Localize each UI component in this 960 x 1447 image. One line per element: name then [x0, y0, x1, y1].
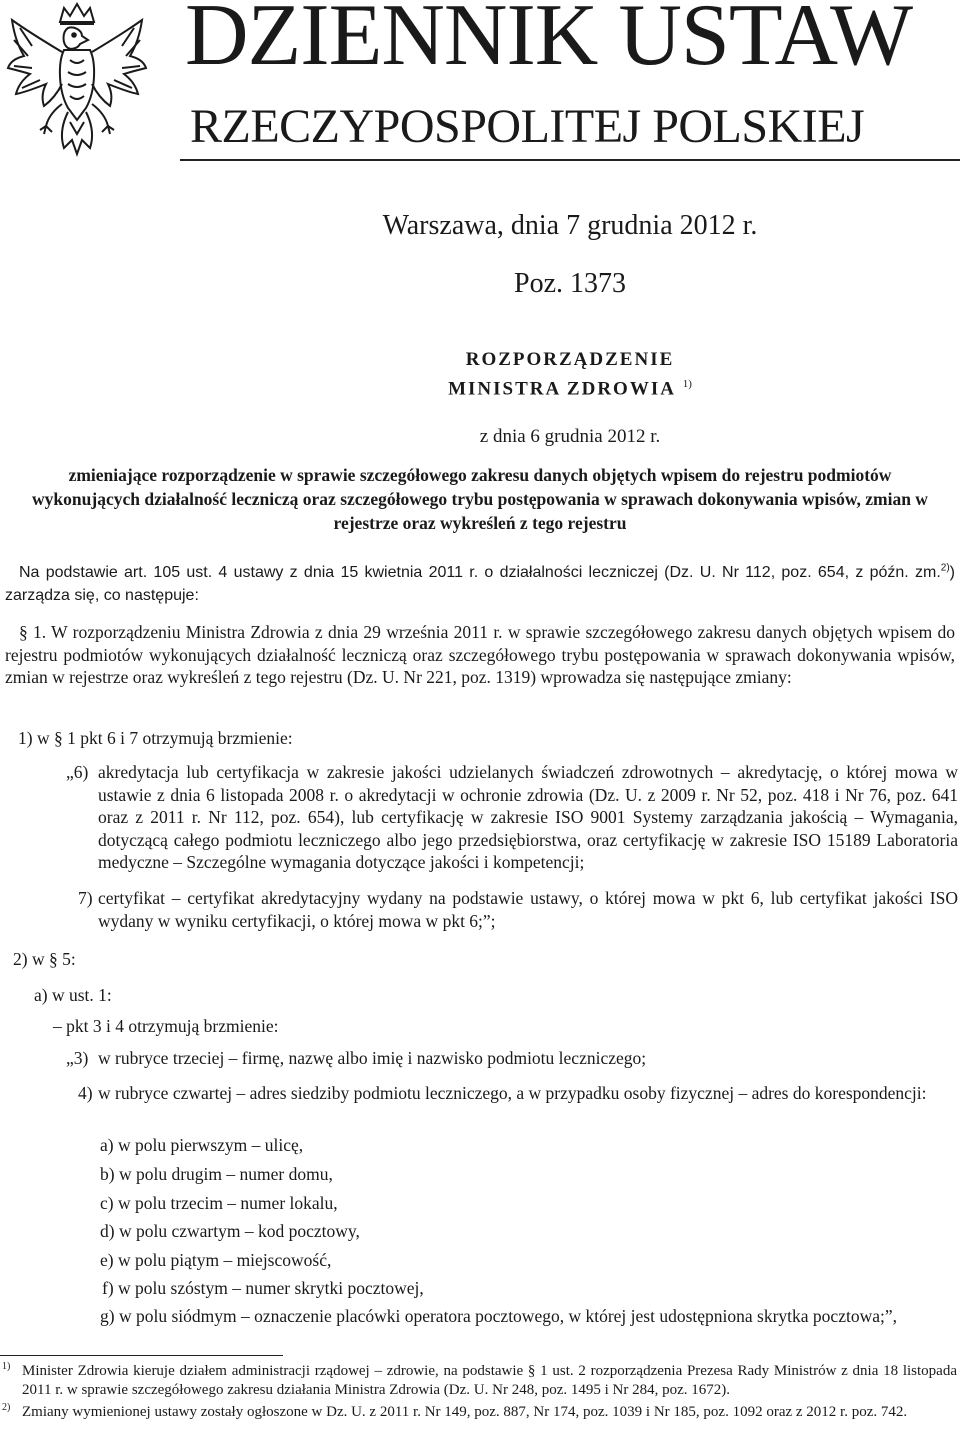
section-1-intro: § 1. W rozporządzeniu Ministra Zdrowia z dnia 29 września 2011 r. w sprawie szczegółowego zakresu danych objętych wpisem do rejestru podmiotów wykonujących działalność leczniczą oraz szczegółowego trybu postępowania w sprawach dokonywania wpisów, zmian w rejestrze oraz wykreśleń z tego rejestru (Dz. U. Nr 221, poz. 1319) wprowadza się następujące zmiany:	[5, 622, 955, 687]
item-2-label: 2) w § 5:	[13, 949, 76, 969]
point-4-number: 4)	[78, 1083, 93, 1103]
point-7-number: 7)	[78, 888, 93, 908]
footnote-ref-1: 1)	[682, 378, 692, 390]
act-issuer	[180, 378, 960, 400]
letter-e: e) w polu piątym – miejscowość,	[100, 1250, 332, 1270]
item-1-label: 1) w § 1 pkt 6 i 7 otrzymują brzmienie:	[18, 728, 293, 748]
point-6-text: akredytacja lub certyfikacja w zakresie jakości udzielanych świadczeń zdrowotnych – akredytację, o której mowa w ustawie z dnia 6 listopada 2008 r. o akredytacji w ochronie zdrowia (Dz. U. z 2009 r. Nr 52, poz. 418 i Nr 76, poz. 641 oraz z 2011 r. Nr 112, poz. 654), lub certyfikację w zakresie ISO 9001 Systemy zarządzania jakością – Wymagania, dotyczącą całego podmiotu leczniczego albo jego przedsiębiorstwa, oraz certyfikację w zakresie ISO 15189 Laboratoria medyczne – Szczególne wymagania dotyczące jakości i kompetencji;	[98, 762, 958, 872]
point-3-number: „3)	[66, 1048, 89, 1068]
letter-d: d) w polu czwartym – kod pocztowy,	[100, 1221, 360, 1241]
masthead-divider	[180, 159, 960, 161]
footnote-divider	[0, 1355, 283, 1356]
act-subject: zmieniające rozporządzenie w sprawie szczegółowego zakresu danych objętych wpisem do rejestru podmiotów wykonujących działalność leczniczą oraz szczegółowego trybu postępowania w sprawach dokonywania wpisów, zmian w rejestrze oraz wykreśleń z tego rejestru	[32, 465, 928, 533]
letter-b: b) w polu drugim – numer domu,	[100, 1164, 333, 1184]
letter-f: f) w polu szóstym – numer skrytki pocztowej,	[102, 1278, 424, 1298]
act-issue-date: z dnia 6 grudnia 2012 r.	[479, 426, 661, 447]
footnote-2-text: Zmiany wymienionej ustawy zostały ogłoszone w Dz. U. z 2011 r. Nr 149, poz. 887, Nr 174, poz. 1039 i Nr 185, poz. 1092 oraz z 2012 r. poz. 742.	[22, 1404, 908, 1420]
act-type: ROZPORZĄDZENIE	[465, 349, 675, 370]
masthead-title: DZIENNIK USTAW	[185, 0, 913, 84]
footnote-1-marker: 1)	[2, 1361, 11, 1372]
point-3-text: w rubryce trzeciej – firmę, nazwę albo imię i nazwisko podmiotu leczniczego;	[98, 1048, 647, 1068]
sub-a-label: a) w ust. 1:	[34, 985, 112, 1005]
act-issuer-name: MINISTRA ZDROWIA	[448, 378, 676, 400]
letter-c: c) w polu trzecim – numer lokalu,	[100, 1193, 338, 1213]
preamble-text-b: ) zarządza się, co następuje:	[5, 564, 955, 604]
letter-a: a) w polu pierwszym – ulicę,	[100, 1135, 304, 1155]
point-4-text: w rubryce czwartej – adres siedziby podmiotu leczniczego, a w przypadku osoby fizycznej – adres do korespondencji:	[98, 1083, 927, 1103]
preamble	[5, 561, 955, 607]
footnote-2-marker: 2)	[2, 1402, 11, 1413]
publication-date: Warszawa, dnia 7 grudnia 2012 r.	[382, 210, 758, 241]
dash-label: – pkt 3 i 4 otrzymują brzmienie:	[53, 1016, 279, 1036]
masthead-subtitle: RZECZYPOSPOLITEJ POLSKIEJ	[190, 100, 865, 153]
footnote-1-text: Minister Zdrowia kieruje działem administracji rządowej – zdrowie, na podstawie § 1 ust. 2 rozporządzenia Prezesa Rady Ministrów z dnia 18 listopada 2011 r. w sprawie szczegółowego zakresu działania Ministra Zdrowia (Dz. U. Nr 248, poz. 1495 i Nr 284, poz. 1672).	[22, 1363, 957, 1398]
letter-g: g) w polu siódmym – oznaczenie placówki operatora pocztowego, w której jest udostępniona skrytka pocztowa;”,	[100, 1306, 897, 1326]
polish-eagle-emblem-icon	[2, 0, 152, 165]
footnote-ref-2: 2)	[940, 562, 950, 574]
position-number: Poz. 1373	[514, 268, 626, 299]
point-6-number: „6)	[66, 762, 89, 782]
preamble-text-a: Na podstawie art. 105 ust. 4 ustawy z dnia 15 kwietnia 2011 r. o działalności leczniczej (Dz. U. Nr 112, poz. 654, z późn. zm.	[19, 564, 941, 581]
point-7-text: certyfikat – certyfikat akredytacyjny wydany na podstawie ustawy, o której mowa w pkt 6, lub certyfikat jakości ISO wydany w wyniku certyfikacji, o której mowa w pkt 6;”;	[98, 888, 958, 931]
